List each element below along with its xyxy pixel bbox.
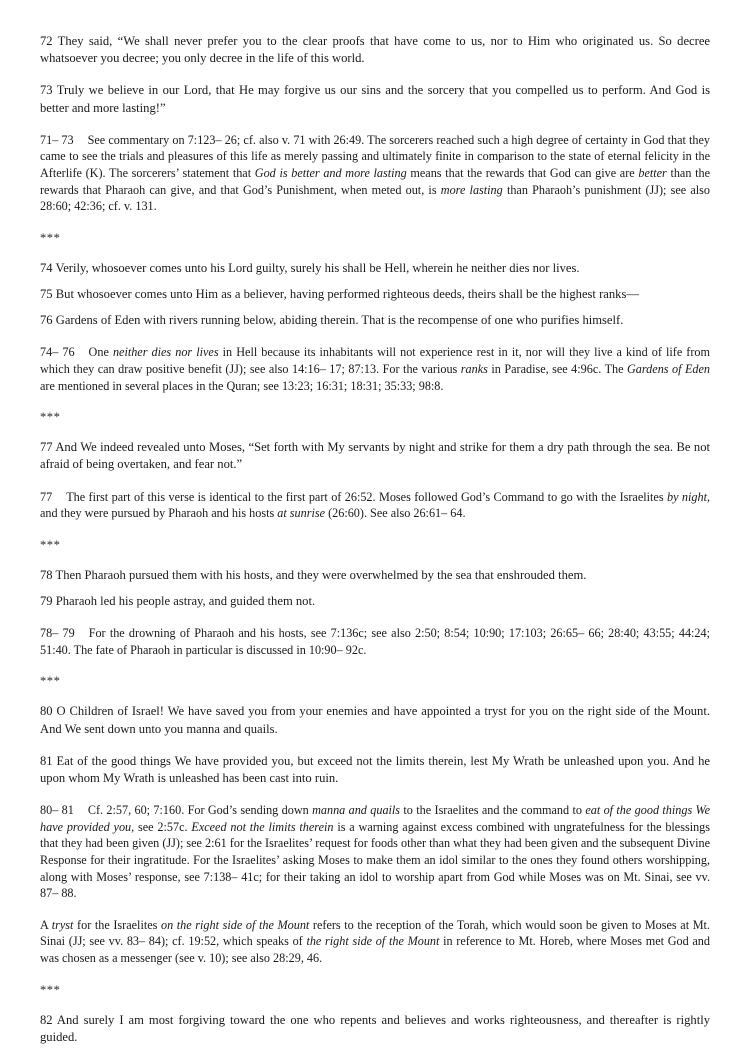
commentary-78-79 bbox=[40, 625, 710, 658]
commentary-text: are mentioned in several places in the Quran; see 13:23; 16:31; 18:31; 35:33; 98:8. bbox=[40, 378, 444, 393]
commentary-text: than Pharaoh’s punishment (JJ); see also 28:60; 42:36; cf. v. 131. bbox=[40, 182, 711, 214]
verse-75: 75 But whosoever comes unto Him as a believer, having performed righteous deeds, theirs shall be the highest ranks— bbox=[40, 286, 639, 301]
commentary-quoted-phrase: better bbox=[638, 166, 667, 180]
commentary-quoted-phrase: on the right side of the Mount bbox=[160, 917, 310, 932]
commentary-quoted-phrase: ranks bbox=[460, 361, 488, 376]
commentary-text: For the drowning of Pharaoh and his hosts, see 7:136c; see also 2:50; 8:54; 10:90; 17:103; 26:65– 66; 28:40; 43:55; 44:24; 51:40. The fate of Pharaoh in particular is discussed in 10:90– 92c. bbox=[40, 626, 711, 657]
commentary-quoted-phrase: by night, bbox=[666, 489, 711, 504]
commentary-quoted-phrase: manna and quails bbox=[312, 803, 401, 818]
commentary-text: for the Israelites bbox=[73, 917, 161, 932]
verse-78: 78 Then Pharaoh pursued them with his hosts, and they were overwhelmed by the sea that enshrouded them. bbox=[40, 567, 587, 582]
commentary-quoted-phrase: Gardens of Eden bbox=[627, 361, 711, 376]
commentary-text: is a warning against excess combined with ungratefulness for the blessings that they had been given (JJ); see 2:61 for the Israelites’ request for foods other than what they had been given and the subsequent Divine Response for their ingratitude. For the Israelites’ asking Moses to make them an idol similar to the ones they found others worshipping, along with Moses’ response, see 7:138– 41c; for their taking an idol to worship apart from God while Moses was on Mt. Sinai, see vv. 87– 88. bbox=[40, 819, 711, 901]
commentary-verse-range: 78– 79 bbox=[40, 626, 75, 641]
commentary-quoted-phrase: at sunrise bbox=[277, 506, 326, 521]
commentary-text: A bbox=[40, 917, 52, 932]
commentary-quoted-phrase: eat of the good things We have provided you, bbox=[40, 803, 710, 834]
commentary-quoted-phrase: tryst bbox=[51, 917, 74, 932]
commentary-text: One bbox=[88, 345, 113, 360]
section-divider-4: *** bbox=[40, 674, 61, 689]
verse-76: 76 Gardens of Eden with rivers running below, abiding therein. That is the recompense of one who purifies himself. bbox=[40, 313, 624, 328]
commentary-80-81-continued bbox=[40, 917, 710, 967]
commentary-verse-range: 80– 81 bbox=[40, 803, 74, 818]
verse-80: 80 O Children of Israel! We have saved you from your enemies and have appointed a tryst for you on the right side of the Mount. And We sent down unto you manna and quails. bbox=[40, 704, 710, 736]
commentary-text: The first part of this verse is identical to the first part of 26:52. Moses followed God’s Command to go with the Israelites bbox=[66, 489, 667, 504]
commentary-quoted-phrase: more lasting bbox=[440, 182, 503, 197]
section-divider-2: *** bbox=[40, 410, 61, 425]
commentary-text: Cf. 2:57, 60; 7:160. For God’s sending down bbox=[87, 803, 313, 818]
commentary-quoted-phrase: the right side of the Mount bbox=[306, 934, 440, 949]
commentary-80-81 bbox=[40, 802, 710, 902]
section-divider-1: *** bbox=[40, 230, 61, 245]
commentary-74-76 bbox=[40, 344, 710, 394]
commentary-quoted-phrase: Exceed not the limits therein bbox=[191, 819, 334, 834]
commentary-verse-range: 77 bbox=[40, 489, 53, 504]
commentary-text: see 2:57c. bbox=[134, 819, 192, 834]
verse-82: 82 And surely I am most forgiving toward the one who repents and believes and works righteousness, and thereafter is rightly guided. bbox=[40, 1012, 710, 1044]
commentary-text: to the Israelites and the command to bbox=[400, 803, 586, 818]
commentary-text: in reference to Mt. Horeb, where Moses met God and was chosen as a messenger (see v. 10); see also 28:29, 46. bbox=[40, 934, 710, 965]
section-divider-5: *** bbox=[40, 982, 61, 997]
commentary-text: refers to the reception of the Torah, which would soon be given to Moses at Mt. Sinai (JJ; see vv. 83– 84); cf. 19:52, which speaks of bbox=[40, 917, 710, 949]
commentary-text: means that the rewards that God can give are bbox=[406, 166, 639, 180]
verse-81: 81 Eat of the good things We have provided you, but exceed not the limits therein, lest My Wrath be unleashed upon you. And he upon whom My Wrath is unleashed has been cast into ruin. bbox=[40, 753, 710, 785]
section-divider-3: *** bbox=[40, 537, 61, 552]
page-content bbox=[40, 33, 710, 1046]
commentary-text: See commentary on 7:123– 26; cf. also v. 71 with 26:49. The sorcerers reached such a high degree of certainty in God that they came to see the trials and pleasures of this life as merely passing and ultimately finite in comparison to the state of eternal felicity in the Afterlife (K). The sorcerers’ statement that bbox=[40, 132, 711, 180]
commentary-71-73 bbox=[40, 132, 710, 215]
commentary-quoted-phrase: God is better and more lasting bbox=[254, 166, 407, 180]
verse-74: 74 Verily, whosoever comes unto his Lord guilty, surely his shall be Hell, wherein he neither dies nor lives. bbox=[40, 260, 580, 275]
commentary-text: in Hell because its inhabitants will not experience rest in it, nor will they live a kind of life from which they can draw positive benefit (JJ); see also 14:16– 17; 87:13. For the various bbox=[40, 345, 710, 376]
verse-72: 72 They said, “We shall never prefer you to the clear proofs that have come to us, nor to Him who originated us. So decree whatsoever you decree; you only decree in the life of this world. bbox=[40, 34, 710, 66]
commentary-text: than the rewards that Pharaoh can give, and that God’s Punishment, when meted out, is bbox=[40, 166, 710, 197]
commentary-text: (26:60). See also 26:61– 64. bbox=[325, 506, 466, 521]
commentary-text: and they were pursued by Pharaoh and his hosts bbox=[40, 506, 278, 521]
verse-79: 79 Pharaoh led his people astray, and guided them not. bbox=[40, 593, 316, 608]
verse-77: 77 And We indeed revealed unto Moses, “Set forth with My servants by night and strike for them a dry path through the sea. Be not afraid of being overtaken, and fear not.” bbox=[40, 440, 710, 472]
commentary-text: in Paradise, see 4:96c. The bbox=[487, 361, 627, 376]
commentary-verse-range: 71– 73 bbox=[40, 132, 74, 147]
commentary-quoted-phrase: neither dies nor lives bbox=[112, 345, 219, 360]
commentary-verse-range: 74– 76 bbox=[40, 345, 75, 360]
verse-73: 73 Truly we believe in our Lord, that He may forgive us our sins and the sorcery that you compelled us to perform. And God is better and more lasting!” bbox=[40, 83, 710, 115]
commentary-77 bbox=[40, 489, 710, 522]
